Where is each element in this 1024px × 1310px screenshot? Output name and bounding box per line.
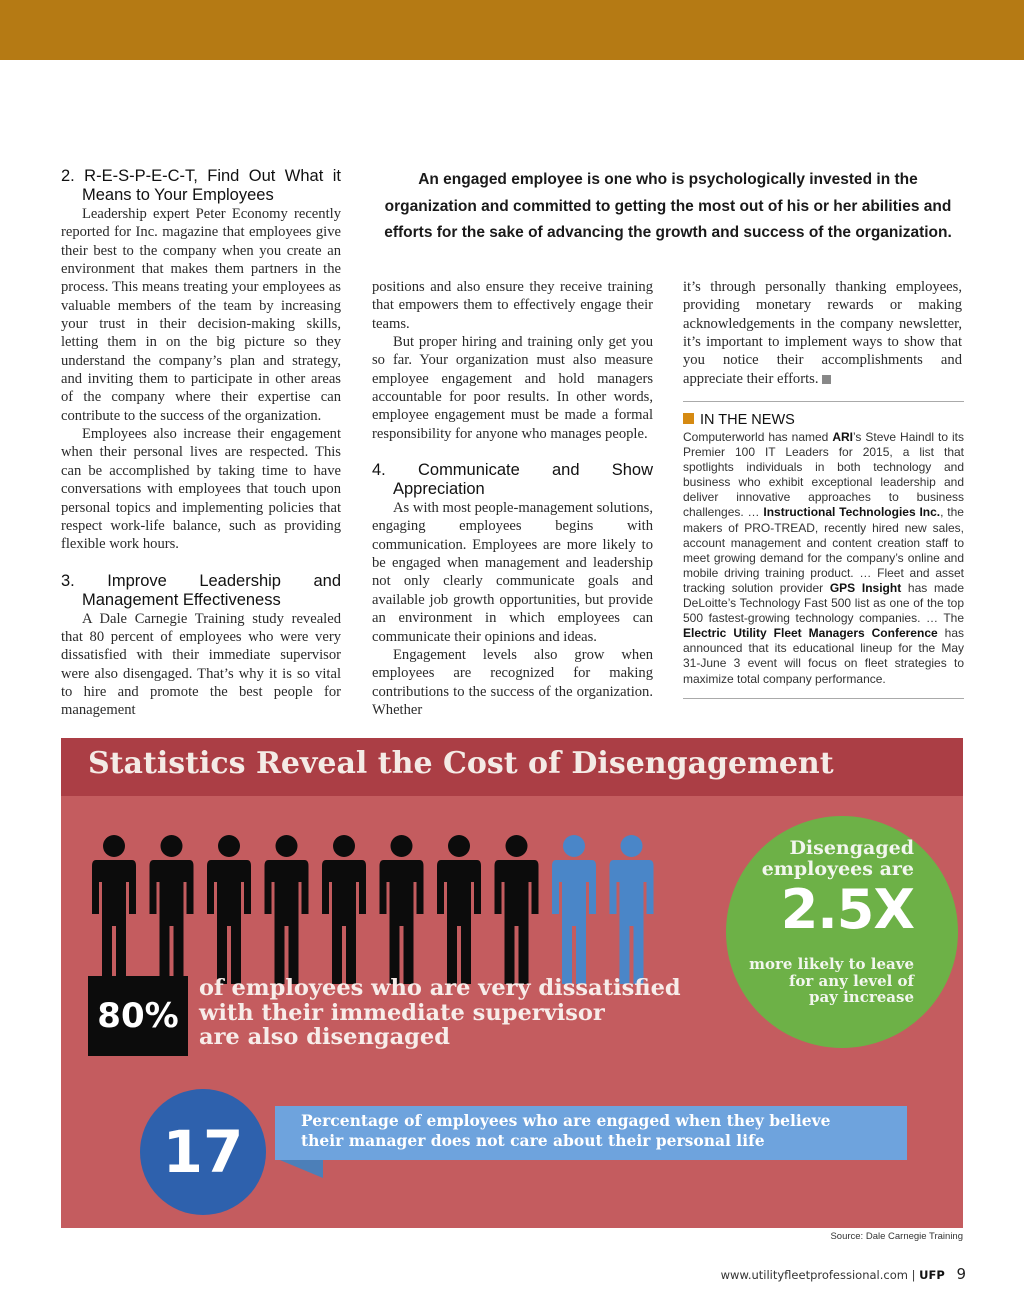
column-1: [61, 167, 341, 720]
column-3: [683, 278, 962, 388]
section-heading-4: 4. Communicate and Show Appreciation: [372, 461, 653, 499]
person-icon: [92, 835, 136, 984]
section-heading-2: 2. R-E-S-P-E-C-T, Find Out What it Means to Your Employees: [61, 167, 341, 204]
paragraph: [683, 278, 962, 388]
circle-heading: Disengaged employees are: [761, 837, 914, 880]
paragraph: A Dale Carnegie Training study revealed that 80 percent of employees who were very dissatisfied with their immediate supervisor were also disengaged. That’s why it is so vital to hire and promote the best people for management: [61, 610, 341, 719]
person-icon: [495, 835, 539, 984]
banner-text: Percentage of employees who are engaged when they believe their manager does not care about their personal life: [301, 1111, 831, 1150]
person-icon: [265, 835, 309, 984]
person-icon: [610, 835, 654, 984]
people-icons: [88, 834, 658, 989]
column-2: [372, 278, 653, 719]
person-icon: [552, 835, 596, 984]
percent-stat-text: of employees who are very dissatisfied with their immediate supervisor are also disengaged: [199, 975, 681, 1050]
paragraph: But proper hiring and training only get you so far. Your organization must also measure employee engagement and hold managers accountable for poor results. In other words, employee engagement must be made a formal responsibility for anyone who manages people.: [372, 334, 653, 442]
person-icon: [150, 835, 194, 984]
company-name: GPS Insight: [829, 580, 902, 595]
paragraph: As with most people-management solutions, engaging employees begins with communication. Employees are more likely to be engaged when management and leadership not only clearly communicate goals and available job growth opportunities, but provide an environment in which employees can communicate their opinions and ideas.: [372, 500, 653, 645]
stat-circle-green: [726, 816, 958, 1048]
news-heading-text: IN THE NEWS: [700, 412, 795, 428]
section-heading-3: 3. Improve Leadership and Management Effectiveness: [61, 571, 341, 609]
paragraph-text: it’s through personally thanking employees, providing monetary rewards or making acknowledgements in the company newsletter, it’s important to implement ways to show that you notice their accomplishments and appreciate their efforts.: [683, 279, 962, 387]
news-body: Computerworld has named ARI’s Steve Haindl to its Premier 100 IT Leaders for 2015, a list that spotlights individuals in both technology and business who exhibit exceptional leadership and deliver innovative approaches to business challenges. … Instructional Technologies Inc., the makers of PRO-TREAD, recently hired new sales, account management and content creation staff to meet growing demand for the company’s online and mobile driving training product. … Fleet and asset tracking solution provider GPS Insight has made DeLoitte’s Technology Fast 500 list as one of the top 500 fastest-growing technology companies. … The Electric Utility Fleet Managers Conference has announced that its educational lineup for the May 31-June 3 event will focus on fleet strategies to maximize total company performance.: [683, 430, 965, 686]
paragraph: positions and also ensure they receive training that empowers them to effectively engage their teams.: [372, 279, 653, 332]
in-the-news-box: [683, 412, 964, 687]
stat-circle-blue: 17: [140, 1089, 266, 1215]
end-mark-icon: [822, 375, 831, 384]
infographic-title: Statistics Reveal the Cost of Disengagement: [88, 746, 834, 781]
person-icon: [380, 835, 424, 984]
person-icon: [437, 835, 481, 984]
infographic: [61, 738, 963, 1228]
footer-url: www.utilityfleetprofessional.com: [720, 1268, 908, 1282]
paragraph: Leadership expert Peter Economy recently reported for Inc. magazine that employees give their best to the company when you create an environment that makes them partners in the process. This means treating your employees as valuable members of the team by increasing your trust in their decision-making skills, letting them in on the big picture so they understand the company’s plan and strategy, and inviting them to participate in other areas of the company where their expertise can contribute to the success of the organization.: [61, 206, 341, 424]
event-name: Electric Utility Fleet Managers Conference: [683, 626, 938, 641]
banner-fold: [275, 1158, 323, 1178]
person-icon: [207, 835, 251, 984]
footer-separator: |: [911, 1268, 916, 1282]
pull-quote: An engaged employee is one who is psychologically invested in the organization and committed to getting the most out of his or her abilities and efforts for the sake of advancing the growth and success of the organization.: [384, 171, 952, 241]
circle-subtext: more likely to leave for any level of pay increase: [749, 955, 914, 1006]
news-top-rule: [683, 401, 964, 402]
square-bullet-icon: [683, 413, 694, 424]
top-color-bar: [0, 0, 1024, 60]
footer-brand: UFP: [919, 1268, 945, 1282]
circle-stat-value: 2.5X: [780, 878, 914, 941]
person-icon: [322, 835, 366, 984]
paragraph: Engagement levels also grow when employees are recognized for making contributions to the success of the organization. Whether: [372, 646, 653, 718]
news-bottom-rule: [683, 698, 964, 699]
news-heading: [683, 412, 964, 429]
company-name: ARI: [832, 430, 853, 444]
company-name: Instructional Technologies Inc.: [763, 505, 941, 520]
page-number: 9: [956, 1265, 966, 1283]
source-credit: Source: Dale Carnegie Training: [830, 1231, 963, 1242]
page-footer: [600, 1265, 966, 1283]
percent-stat-box: 80%: [88, 976, 188, 1056]
paragraph: Employees also increase their engagement when their personal lives are respected. This can be accomplished by taking time to have conversations with employees that touch upon personal topics and implementing policies that respect work-life balance, such as providing flexible work hours.: [61, 426, 341, 553]
